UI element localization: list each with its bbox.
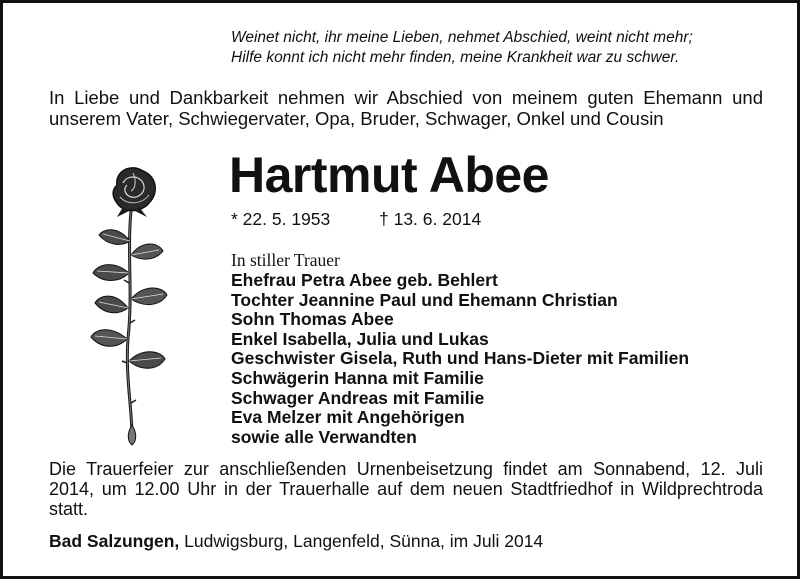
death-date: † 13. 6. 2014 xyxy=(379,209,482,229)
mourner-line: sowie alle Verwandten xyxy=(231,426,417,447)
mourning-label: In stiller Trauer xyxy=(231,250,340,270)
poem-line-2: Hilfe konnt ich nicht mehr finden, meine Krankheit war zu schwer. xyxy=(231,49,680,66)
mourner-line: Schwägerin Hanna mit Familie xyxy=(231,367,484,388)
closing-place: Bad Salzungen, xyxy=(49,531,180,551)
closing-line xyxy=(49,530,543,552)
mourner-line: Schwager Andreas mit Familie xyxy=(231,387,485,408)
intro-text: In Liebe und Dankbarkeit nehmen wir Abschied von meinem guten Ehemann und unserem Vater, Schwiegervater, Opa, Bruder, Schwager, Onkel und Cousin xyxy=(49,87,763,129)
mourner-line: Tochter Jeannine Paul und Ehemann Christian xyxy=(231,289,618,310)
mourner-line: Sohn Thomas Abee xyxy=(231,309,394,330)
closing-rest: Ludwigsburg, Langenfeld, Sünna, im Juli 2014 xyxy=(179,531,544,551)
ceremony-info: Die Trauerfeier zur anschließenden Urnenbeisetzung findet am Sonnabend, 12. Juli 2014, um 12.00 Uhr in der Trauerhalle auf dem neuen Stadtfriedhof in Wildprechtroda statt. xyxy=(49,459,763,519)
poem-verse xyxy=(231,28,771,68)
mourner-line: Geschwister Gisela, Ruth und Hans-Dieter mit Familien xyxy=(231,348,690,369)
birth-date: * 22. 5. 1953 xyxy=(231,209,331,229)
poem-line-1: Weinet nicht, ihr meine Lieben, nehmet Abschied, weint nicht mehr; xyxy=(231,29,693,46)
mourners-list xyxy=(231,271,689,447)
deceased-name: Hartmut Abee xyxy=(229,147,549,203)
mourner-line: Ehefrau Petra Abee geb. Behlert xyxy=(231,270,498,290)
rose-icon xyxy=(87,163,177,448)
mourner-line: Enkel Isabella, Julia und Lukas xyxy=(231,328,489,349)
mourner-line: Eva Melzer mit Angehörigen xyxy=(231,407,465,428)
